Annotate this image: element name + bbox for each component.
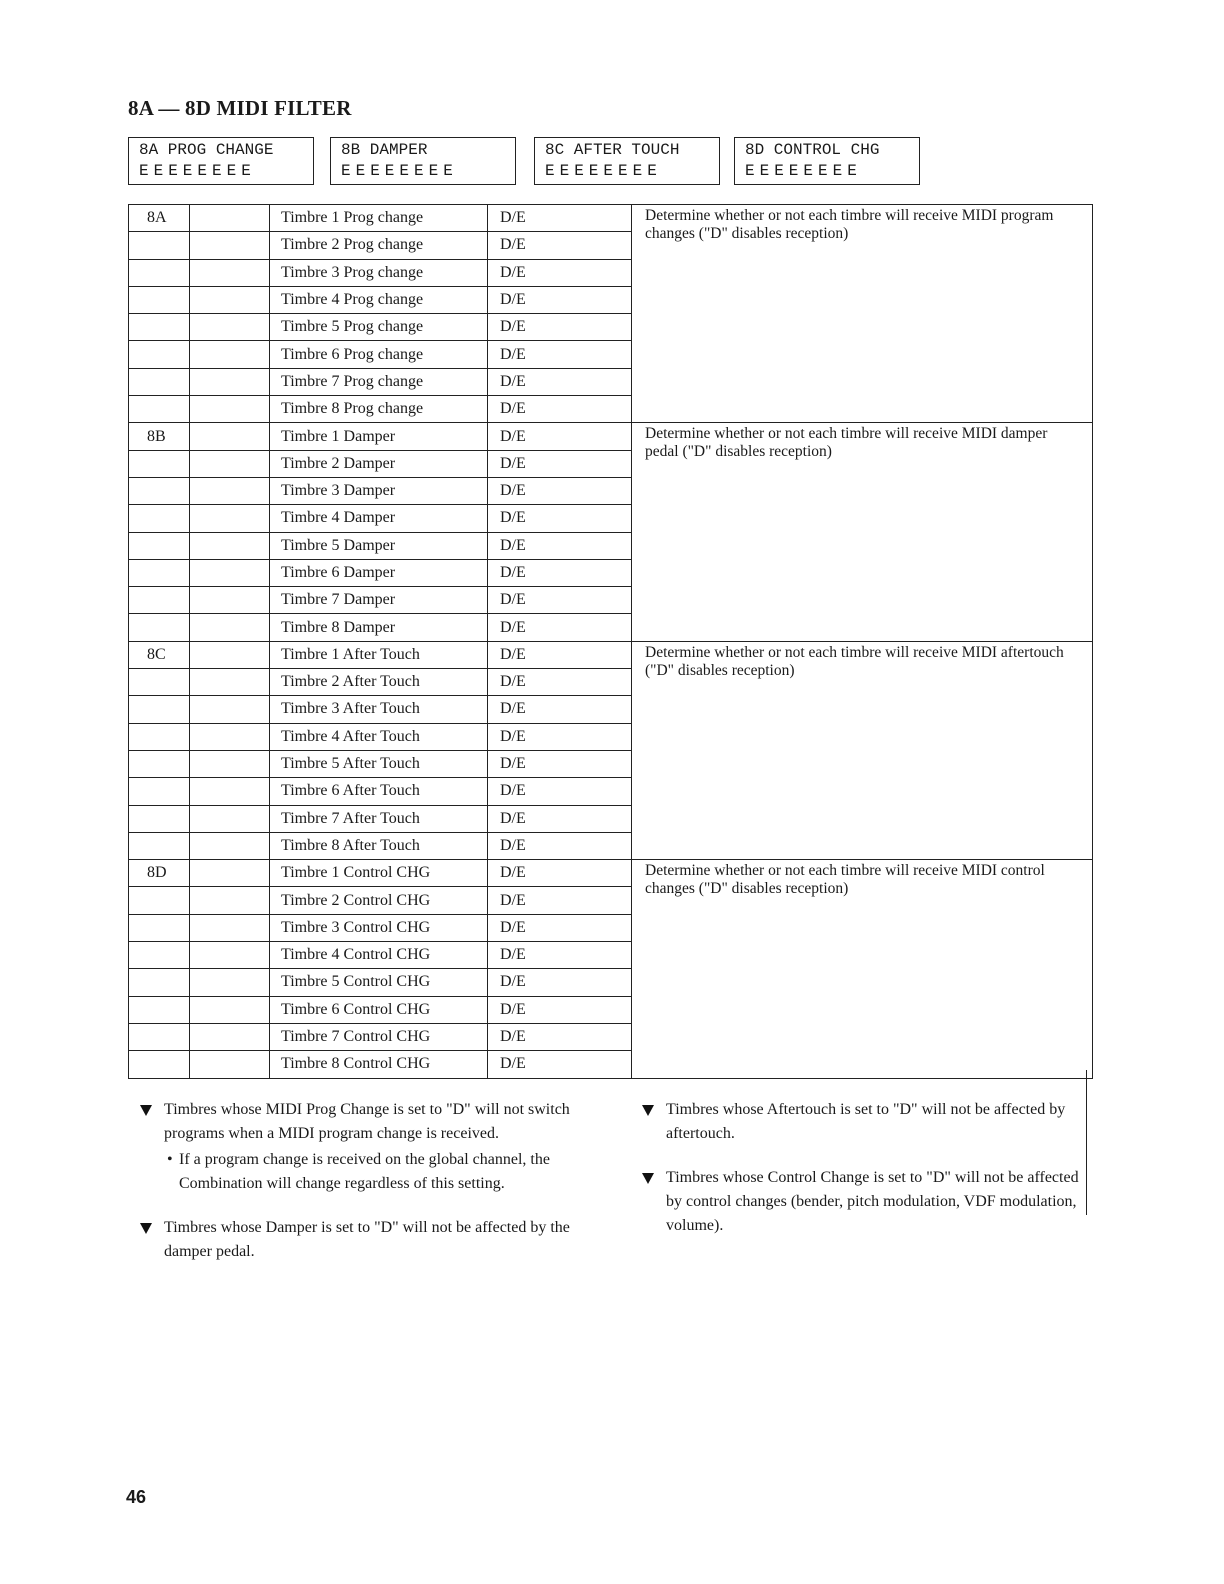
parameter-value-cell: D/E xyxy=(488,996,632,1023)
blank-cell xyxy=(190,969,270,996)
parameter-name-cell: Timbre 3 Damper xyxy=(270,477,488,504)
page-title: 8A — 8D MIDI FILTER xyxy=(128,96,352,120)
blank-cell xyxy=(190,832,270,859)
blank-cell xyxy=(190,1023,270,1050)
bullet-icon: • xyxy=(167,1151,173,1168)
page-number: 46 xyxy=(126,1487,147,1507)
group-id-cell xyxy=(129,887,190,914)
note-text: Timbres whose Aftertouch is set to "D" will not be affected by aftertouch. xyxy=(666,1101,1066,1142)
blank-cell xyxy=(190,396,270,423)
lcd-display-8a xyxy=(128,137,314,185)
group-id-cell xyxy=(129,587,190,614)
parameter-value-cell: D/E xyxy=(488,778,632,805)
parameter-name-cell: Timbre 1 Damper xyxy=(270,423,488,450)
parameter-value-cell: D/E xyxy=(488,532,632,559)
note-control-change xyxy=(642,1166,1087,1238)
group-id-cell xyxy=(129,396,190,423)
parameter-value-cell: D/E xyxy=(488,641,632,668)
blank-cell xyxy=(190,860,270,887)
lcd-display-8d xyxy=(734,137,920,185)
parameter-value-cell: D/E xyxy=(488,286,632,313)
blank-cell xyxy=(190,914,270,941)
group-id-cell xyxy=(129,723,190,750)
group-id-cell xyxy=(129,750,190,777)
group-id-cell xyxy=(129,341,190,368)
note-aftertouch xyxy=(642,1098,1087,1146)
group-id-cell xyxy=(129,259,190,286)
parameter-name-cell: Timbre 7 Prog change xyxy=(270,368,488,395)
group-id-cell xyxy=(129,1051,190,1078)
blank-cell xyxy=(190,750,270,777)
parameter-name-cell: Timbre 5 Control CHG xyxy=(270,969,488,996)
parameter-name-cell: Timbre 7 Control CHG xyxy=(270,1023,488,1050)
blank-cell xyxy=(190,286,270,313)
parameter-name-cell: Timbre 3 Prog change xyxy=(270,259,488,286)
parameter-name-cell: Timbre 2 Damper xyxy=(270,450,488,477)
blank-cell xyxy=(190,887,270,914)
warning-triangle-icon xyxy=(642,1105,654,1116)
blank-cell xyxy=(190,696,270,723)
lcd-line-1: 8B DAMPER xyxy=(341,141,428,159)
blank-cell xyxy=(190,1051,270,1078)
parameter-name-cell: Timbre 5 Damper xyxy=(270,532,488,559)
parameter-value-cell: D/E xyxy=(488,232,632,259)
parameter-value-cell: D/E xyxy=(488,614,632,641)
table-row xyxy=(129,860,1093,887)
notes-left xyxy=(140,1098,590,1284)
parameter-name-cell: Timbre 4 Control CHG xyxy=(270,942,488,969)
group-id-cell xyxy=(129,696,190,723)
blank-cell xyxy=(190,641,270,668)
table-row xyxy=(129,205,1093,232)
group-id-cell xyxy=(129,505,190,532)
group-id-cell xyxy=(129,286,190,313)
group-description-cell: Determine whether or not each timbre will receive MIDI aftertouch ("D" disables reception) xyxy=(632,641,1093,859)
group-id-cell: 8A xyxy=(129,205,190,232)
parameter-value-cell: D/E xyxy=(488,559,632,586)
group-description-cell: Determine whether or not each timbre will receive MIDI program changes ("D" disables reception) xyxy=(632,205,1093,423)
group-id-cell: 8B xyxy=(129,423,190,450)
note-text: Timbres whose Damper is set to "D" will not be affected by the damper pedal. xyxy=(164,1219,570,1260)
warning-triangle-icon xyxy=(140,1223,152,1234)
blank-cell xyxy=(190,996,270,1023)
parameter-name-cell: Timbre 6 Prog change xyxy=(270,341,488,368)
group-id-cell xyxy=(129,778,190,805)
parameter-name-cell: Timbre 7 Damper xyxy=(270,587,488,614)
parameter-value-cell: D/E xyxy=(488,860,632,887)
parameter-name-cell: Timbre 2 Control CHG xyxy=(270,887,488,914)
lcd-line-1: 8A PROG CHANGE xyxy=(139,141,274,159)
notes-right xyxy=(642,1098,1087,1258)
blank-cell xyxy=(190,423,270,450)
lcd-line-2: EEEEEEEE xyxy=(139,162,256,180)
parameter-value-cell: D/E xyxy=(488,205,632,232)
blank-cell xyxy=(190,805,270,832)
blank-cell xyxy=(190,723,270,750)
blank-cell xyxy=(190,942,270,969)
parameter-value-cell: D/E xyxy=(488,259,632,286)
group-description-cell: Determine whether or not each timbre will receive MIDI damper pedal ("D" disables reception) xyxy=(632,423,1093,641)
group-id-cell xyxy=(129,532,190,559)
margin-rule xyxy=(1086,1070,1087,1215)
parameter-name-cell: Timbre 6 Damper xyxy=(270,559,488,586)
group-id-cell: 8C xyxy=(129,641,190,668)
parameter-name-cell: Timbre 5 After Touch xyxy=(270,750,488,777)
group-id-cell xyxy=(129,669,190,696)
group-id-cell xyxy=(129,232,190,259)
note-text: Timbres whose MIDI Prog Change is set to "D" will not switch programs when a MIDI program change is received. xyxy=(164,1101,570,1142)
lcd-line-2: EEEEEEEE xyxy=(545,162,662,180)
blank-cell xyxy=(190,450,270,477)
parameter-name-cell: Timbre 1 Prog change xyxy=(270,205,488,232)
blank-cell xyxy=(190,314,270,341)
blank-cell xyxy=(190,341,270,368)
note-text: Timbres whose Control Change is set to "D" will not be affected by control changes (bender, pitch modulation, VDF modulation, volume). xyxy=(666,1169,1079,1234)
group-id-cell xyxy=(129,368,190,395)
parameter-value-cell: D/E xyxy=(488,669,632,696)
parameter-name-cell: Timbre 3 After Touch xyxy=(270,696,488,723)
parameter-table xyxy=(128,204,1093,1079)
subnote-text: If a program change is received on the global channel, the Combination will change regardless of this setting. xyxy=(179,1151,550,1192)
blank-cell xyxy=(190,368,270,395)
parameter-name-cell: Timbre 8 Prog change xyxy=(270,396,488,423)
parameter-value-cell: D/E xyxy=(488,723,632,750)
group-id-cell xyxy=(129,832,190,859)
group-id-cell xyxy=(129,805,190,832)
parameter-name-cell: Timbre 6 Control CHG xyxy=(270,996,488,1023)
group-id-cell xyxy=(129,614,190,641)
parameter-value-cell: D/E xyxy=(488,914,632,941)
lcd-line-2: EEEEEEEE xyxy=(341,162,458,180)
blank-cell xyxy=(190,559,270,586)
parameter-name-cell: Timbre 4 Damper xyxy=(270,505,488,532)
parameter-value-cell: D/E xyxy=(488,396,632,423)
parameter-name-cell: Timbre 8 Control CHG xyxy=(270,1051,488,1078)
group-id-cell xyxy=(129,942,190,969)
group-description-cell: Determine whether or not each timbre will receive MIDI control changes ("D" disables reception) xyxy=(632,860,1093,1078)
lcd-display-8b xyxy=(330,137,516,185)
parameter-value-cell: D/E xyxy=(488,1023,632,1050)
parameter-value-cell: D/E xyxy=(488,587,632,614)
parameter-value-cell: D/E xyxy=(488,750,632,777)
parameter-name-cell: Timbre 8 Damper xyxy=(270,614,488,641)
group-id-cell xyxy=(129,996,190,1023)
parameter-name-cell: Timbre 2 Prog change xyxy=(270,232,488,259)
lcd-display-8c xyxy=(534,137,720,185)
lcd-line-1: 8D CONTROL CHG xyxy=(745,141,880,159)
blank-cell xyxy=(190,259,270,286)
parameter-value-cell: D/E xyxy=(488,887,632,914)
lcd-displays xyxy=(128,137,928,187)
parameter-value-cell: D/E xyxy=(488,450,632,477)
parameter-value-cell: D/E xyxy=(488,341,632,368)
blank-cell xyxy=(190,669,270,696)
note-prog-change xyxy=(140,1098,590,1196)
parameter-name-cell: Timbre 3 Control CHG xyxy=(270,914,488,941)
parameter-name-cell: Timbre 1 Control CHG xyxy=(270,860,488,887)
parameter-value-cell: D/E xyxy=(488,969,632,996)
group-id-cell xyxy=(129,914,190,941)
lcd-line-2: EEEEEEEE xyxy=(745,162,862,180)
note-damper xyxy=(140,1216,590,1264)
parameter-value-cell: D/E xyxy=(488,832,632,859)
parameter-name-cell: Timbre 5 Prog change xyxy=(270,314,488,341)
blank-cell xyxy=(190,778,270,805)
parameter-value-cell: D/E xyxy=(488,423,632,450)
group-id-cell xyxy=(129,1023,190,1050)
parameter-name-cell: Timbre 1 After Touch xyxy=(270,641,488,668)
table-row xyxy=(129,423,1093,450)
group-id-cell xyxy=(129,314,190,341)
parameter-value-cell: D/E xyxy=(488,505,632,532)
blank-cell xyxy=(190,205,270,232)
group-id-cell xyxy=(129,559,190,586)
parameter-value-cell: D/E xyxy=(488,1051,632,1078)
parameter-name-cell: Timbre 4 Prog change xyxy=(270,286,488,313)
parameter-value-cell: D/E xyxy=(488,696,632,723)
parameter-value-cell: D/E xyxy=(488,368,632,395)
blank-cell xyxy=(190,587,270,614)
table-row xyxy=(129,641,1093,668)
parameter-value-cell: D/E xyxy=(488,805,632,832)
warning-triangle-icon xyxy=(642,1173,654,1184)
parameter-value-cell: D/E xyxy=(488,314,632,341)
parameter-name-cell: Timbre 8 After Touch xyxy=(270,832,488,859)
blank-cell xyxy=(190,232,270,259)
warning-triangle-icon xyxy=(140,1105,152,1116)
group-id-cell xyxy=(129,450,190,477)
blank-cell xyxy=(190,532,270,559)
group-id-cell xyxy=(129,969,190,996)
parameter-name-cell: Timbre 7 After Touch xyxy=(270,805,488,832)
subnote xyxy=(164,1148,590,1196)
parameter-value-cell: D/E xyxy=(488,942,632,969)
parameter-name-cell: Timbre 6 After Touch xyxy=(270,778,488,805)
group-id-cell: 8D xyxy=(129,860,190,887)
blank-cell xyxy=(190,505,270,532)
group-id-cell xyxy=(129,477,190,504)
blank-cell xyxy=(190,614,270,641)
lcd-line-1: 8C AFTER TOUCH xyxy=(545,141,680,159)
parameter-name-cell: Timbre 2 After Touch xyxy=(270,669,488,696)
blank-cell xyxy=(190,477,270,504)
parameter-name-cell: Timbre 4 After Touch xyxy=(270,723,488,750)
parameter-value-cell: D/E xyxy=(488,477,632,504)
